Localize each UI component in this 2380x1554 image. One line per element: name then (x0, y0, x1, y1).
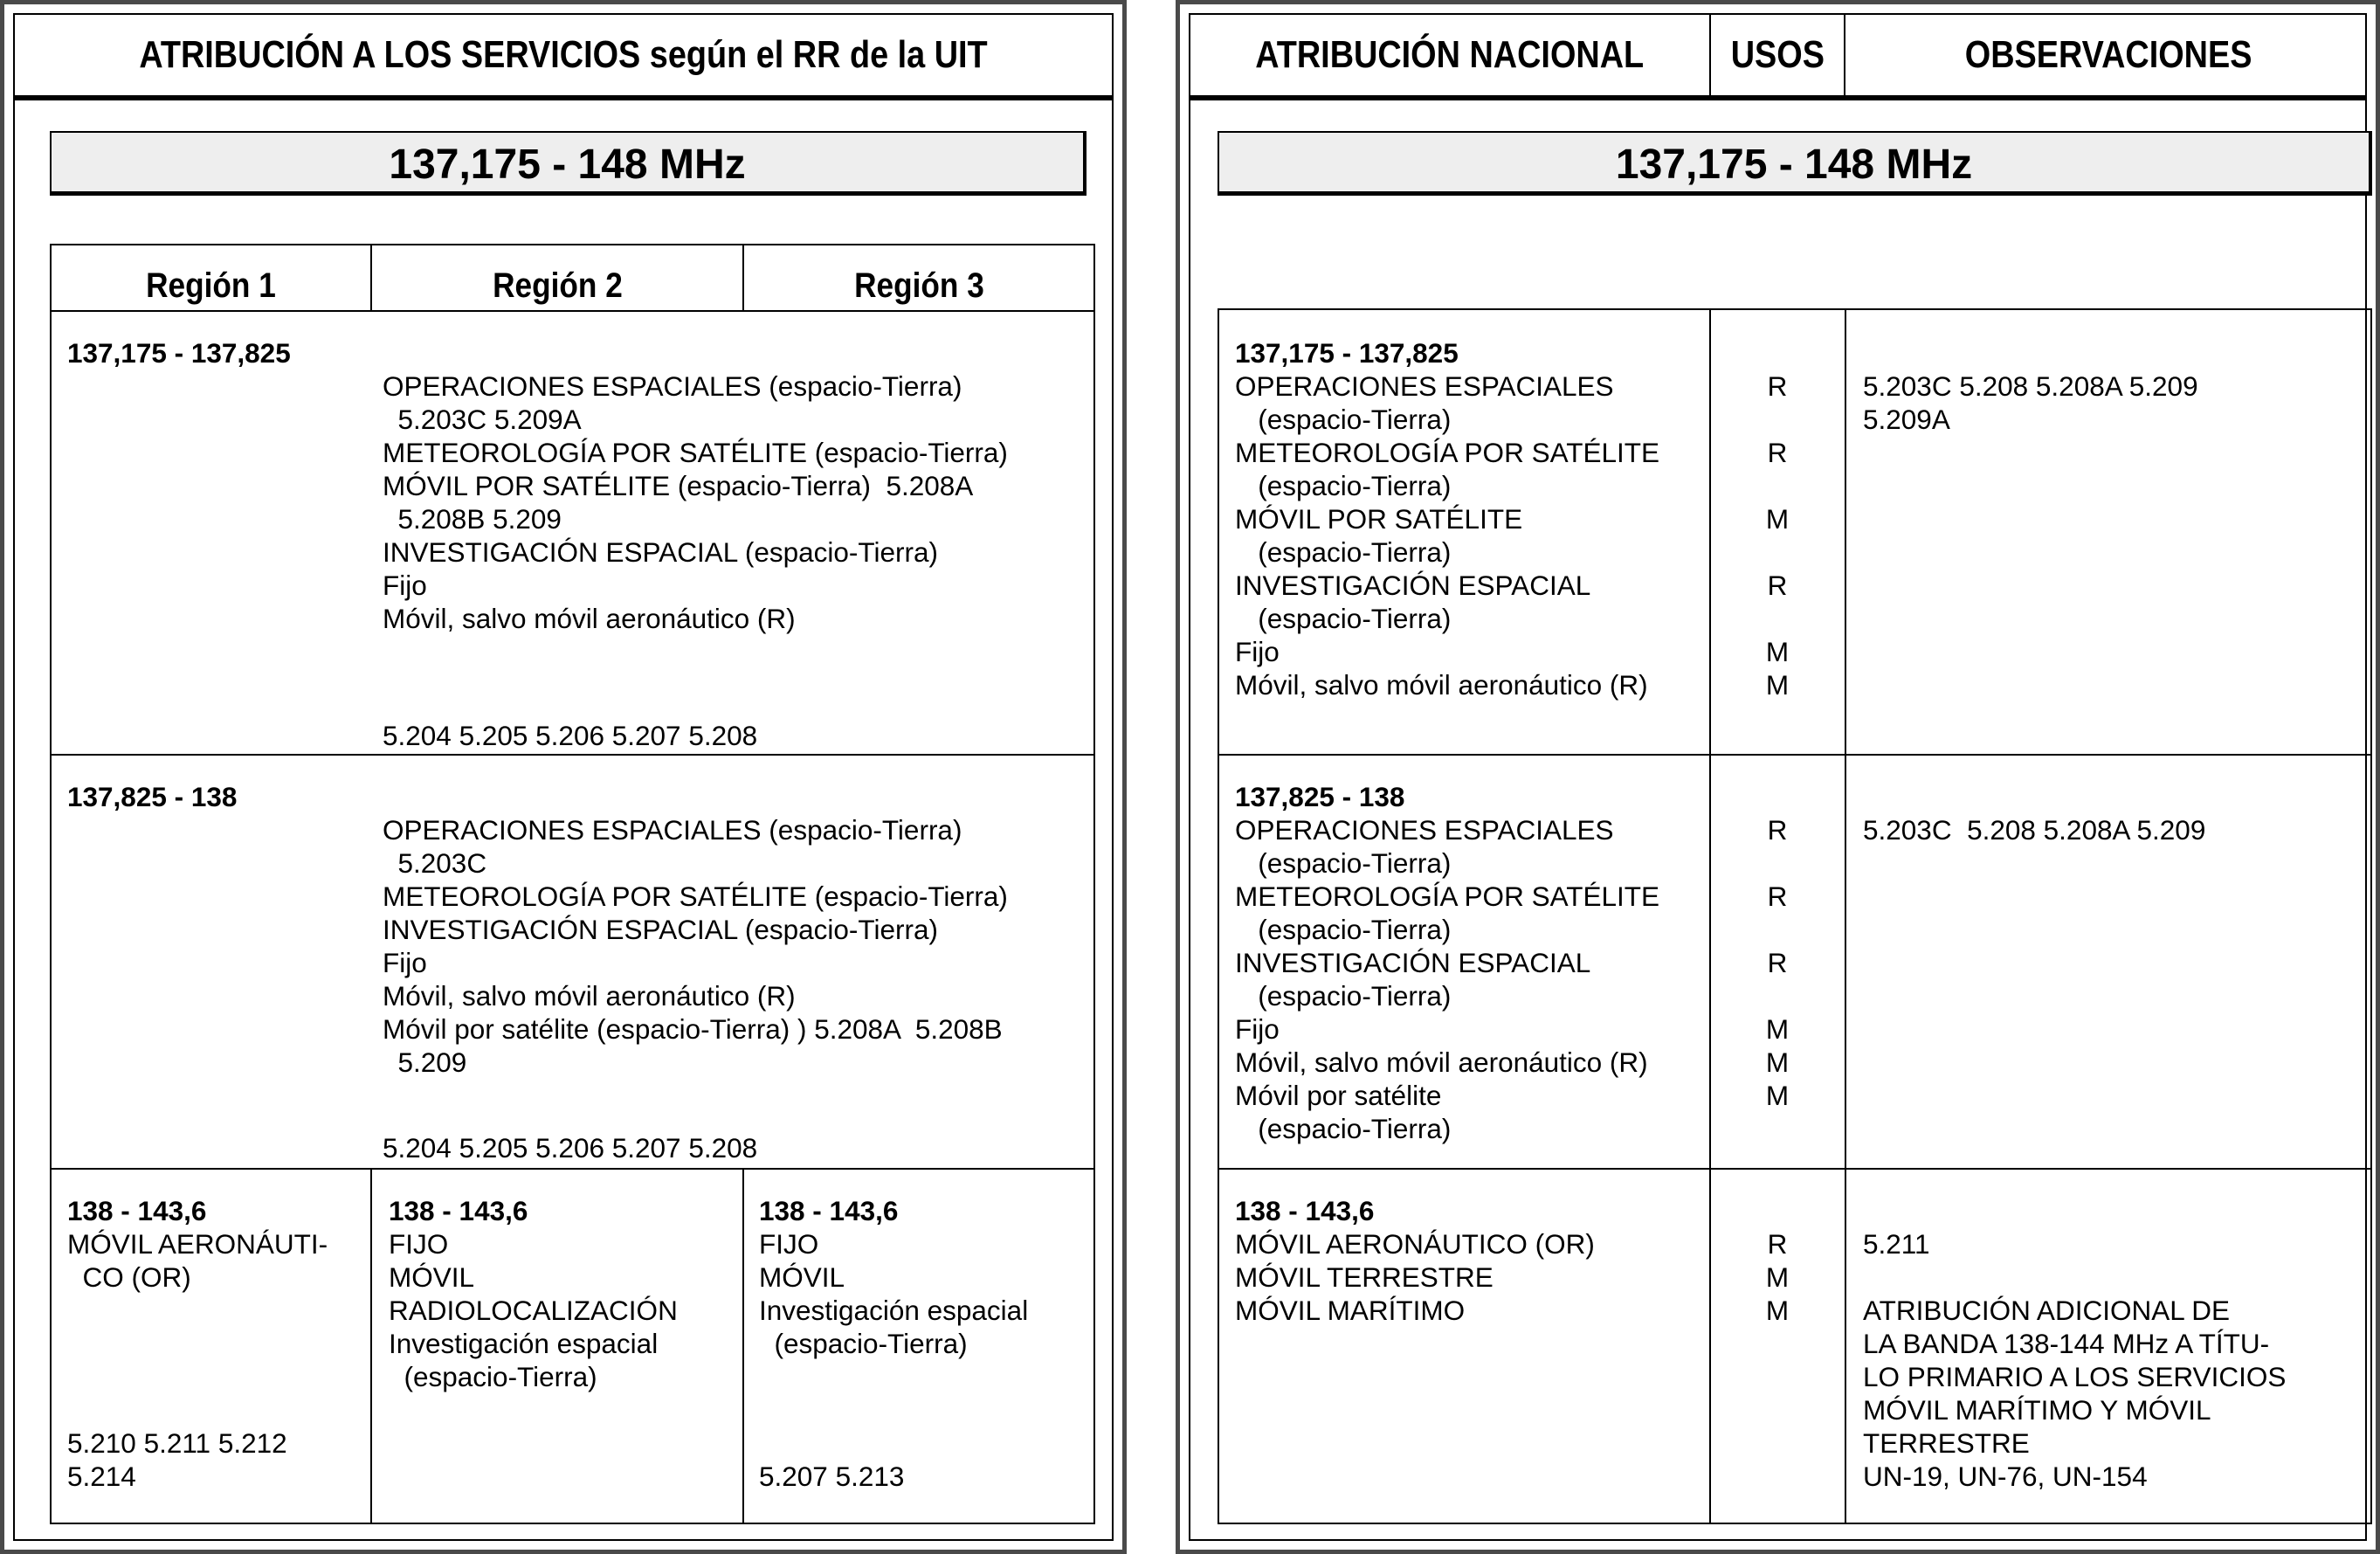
nat-row1-line: METEOROLOGÍA POR SATÉLITE (1235, 437, 1660, 468)
itu-row1-line: 5.208B 5.209 (383, 503, 562, 535)
itu-allocation-panel (0, 0, 1127, 1554)
itu-row1-line: INVESTIGACIÓN ESPACIAL (espacio-Tierra) (383, 536, 938, 568)
itu-row3-r1-line: CO (OR) (67, 1261, 191, 1293)
itu-row1-line: Móvil, salvo móvil aeronáutico (R) (383, 603, 796, 634)
itu-row3-r3-line: FIJO (759, 1228, 819, 1260)
national-header-title: ATRIBUCIÓN NACIONAL (1255, 33, 1645, 76)
nat-row2-line: Móvil por satélite (1235, 1080, 1442, 1111)
nat-row1-line: Fijo (1235, 636, 1280, 667)
itu-row3-r2-line: RADIOLOCALIZACIÓN (389, 1295, 678, 1326)
itu-row3-r3-range: 138 - 143,6 (759, 1195, 899, 1226)
national-allocation-panel (1176, 0, 2380, 1554)
nat-row1-line: (espacio-Tierra) (1235, 470, 1452, 501)
nat-row2-line: (espacio-Tierra) (1235, 980, 1452, 1012)
nat-row3-obs: 5.211 (1863, 1228, 1930, 1260)
nat-row2-uso: R (1767, 947, 1788, 978)
nat-row1-uso: R (1767, 570, 1788, 601)
itu-band-title: 137,175 - 148 MHz (50, 131, 1087, 196)
nat-row1-uso: M (1765, 503, 1790, 535)
nat-row3-line: MÓVIL MARÍTIMO (1235, 1295, 1466, 1326)
nat-row1-uso: M (1765, 669, 1790, 701)
itu-row3-r2-line: (espacio-Tierra) (389, 1361, 597, 1392)
itu-row2-line: OPERACIONES ESPACIALES (espacio-Tierra) (383, 814, 962, 846)
nat-row3-obs: LA BANDA 138-144 MHz A TÍTU- (1863, 1328, 2270, 1359)
itu-row3-r1-footnote: 5.214 (67, 1461, 136, 1492)
nat-row1-line: (espacio-Tierra) (1235, 404, 1452, 435)
itu-row2-line: 5.209 (383, 1046, 467, 1078)
national-allocation-frame (1189, 13, 2367, 1541)
itu-row3-r1-range: 138 - 143,6 (67, 1195, 207, 1226)
nat-row3-uso: R (1767, 1228, 1788, 1260)
nat-row1-obs: 5.203C 5.208 5.208A 5.209 (1863, 370, 2198, 402)
itu-row3-r2-line: FIJO (389, 1228, 449, 1260)
nat-row3-obs: UN-19, UN-76, UN-154 (1863, 1461, 2148, 1492)
itu-row1-line: MÓVIL POR SATÉLITE (espacio-Tierra) 5.208A (383, 470, 974, 501)
nat-row1-line: Móvil, salvo móvil aeronáutico (R) (1235, 669, 1648, 701)
itu-row2-line: INVESTIGACIÓN ESPACIAL (espacio-Tierra) (383, 914, 938, 945)
region-1-header: Región 1 (146, 266, 276, 305)
itu-row2-range: 137,825 - 138 (67, 781, 238, 812)
nat-row3-line: MÓVIL AERONÁUTICO (OR) (1235, 1228, 1595, 1260)
itu-row1-line: OPERACIONES ESPACIALES (espacio-Tierra) (383, 370, 962, 402)
itu-row1-line: 5.203C 5.209A (383, 404, 582, 435)
region-3-header: Región 3 (853, 266, 984, 305)
itu-row2-line: Fijo (383, 947, 427, 978)
itu-row3-r2-line: Investigación espacial (389, 1328, 659, 1359)
itu-header-title: ATRIBUCIÓN A LOS SERVICIOS según el RR de la UIT (139, 33, 988, 76)
nat-row2-line: (espacio-Tierra) (1235, 914, 1452, 945)
nat-row2-range: 137,825 - 138 (1235, 781, 1405, 812)
itu-row3-r1-footnote: 5.210 5.211 5.212 (67, 1427, 287, 1459)
itu-row2-line: 5.203C (383, 847, 487, 879)
national-table (1218, 308, 2372, 1524)
nat-row1-uso: R (1767, 437, 1788, 468)
itu-row3-r3-line: (espacio-Tierra) (759, 1328, 968, 1359)
itu-row2-line: METEOROLOGÍA POR SATÉLITE (espacio-Tierra) (383, 881, 1008, 912)
nat-row2-line: METEOROLOGÍA POR SATÉLITE (1235, 881, 1660, 912)
nat-row2-line: Móvil, salvo móvil aeronáutico (R) (1235, 1046, 1648, 1078)
itu-row3-r3-footnotes: 5.207 5.213 (759, 1461, 905, 1492)
itu-region-table (50, 244, 1095, 1524)
nat-row1-range: 137,175 - 137,825 (1235, 337, 1459, 369)
itu-row1-line: Fijo (383, 570, 427, 601)
nat-row2-uso: M (1765, 1013, 1790, 1045)
nat-row2-line: Fijo (1235, 1013, 1280, 1045)
itu-row2-line: Móvil por satélite (espacio-Tierra) ) 5.208A 5.208B (383, 1013, 1003, 1045)
usos-header: USOS (1730, 33, 1825, 76)
nat-row1-line: MÓVIL POR SATÉLITE (1235, 503, 1523, 535)
nat-row3-obs: TERRESTRE (1863, 1427, 2030, 1459)
itu-row3-r3-line: MÓVIL (759, 1261, 845, 1293)
nat-row2-uso: M (1765, 1080, 1790, 1111)
nat-row3-line: MÓVIL TERRESTRE (1235, 1261, 1494, 1293)
national-band-title: 137,175 - 148 MHz (1218, 131, 2372, 196)
nat-row2-line: INVESTIGACIÓN ESPACIAL (1235, 947, 1591, 978)
nat-row3-uso: M (1765, 1295, 1790, 1326)
nat-row2-line: OPERACIONES ESPACIALES (1235, 814, 1614, 846)
itu-row1-footnotes: 5.204 5.205 5.206 5.207 5.208 (383, 720, 758, 751)
itu-row1-line: METEOROLOGÍA POR SATÉLITE (espacio-Tierra) (383, 437, 1008, 468)
national-header (1190, 15, 2365, 100)
nat-row3-obs: ATRIBUCIÓN ADICIONAL DE (1863, 1295, 2231, 1326)
region-2-header: Región 2 (492, 266, 623, 305)
itu-row2-line: Móvil, salvo móvil aeronáutico (R) (383, 980, 796, 1012)
nat-row2-obs: 5.203C 5.208 5.208A 5.209 (1863, 814, 2206, 846)
itu-row3-r2-line: MÓVIL (389, 1261, 475, 1293)
nat-row3-uso: M (1765, 1261, 1790, 1293)
observaciones-header: OBSERVACIONES (1965, 33, 2252, 76)
nat-row3-range: 138 - 143,6 (1235, 1195, 1375, 1226)
nat-row3-obs: MÓVIL MARÍTIMO Y MÓVIL (1863, 1394, 2211, 1426)
nat-row2-uso: M (1765, 1046, 1790, 1078)
itu-header (15, 15, 1112, 100)
itu-row1-range: 137,175 - 137,825 (67, 337, 291, 369)
itu-row3-r3-line: Investigación espacial (759, 1295, 1029, 1326)
nat-row1-line: INVESTIGACIÓN ESPACIAL (1235, 570, 1591, 601)
itu-row3-r2-range: 138 - 143,6 (389, 1195, 528, 1226)
itu-row3-r1-line: MÓVIL AERONÁUTI- (67, 1228, 328, 1260)
nat-row1-uso: M (1765, 636, 1790, 667)
nat-row2-uso: R (1767, 881, 1788, 912)
itu-row2-footnotes: 5.204 5.205 5.206 5.207 5.208 (383, 1132, 758, 1164)
nat-row3-obs: LO PRIMARIO A LOS SERVICIOS (1863, 1361, 2287, 1392)
nat-row1-uso: R (1767, 370, 1788, 402)
nat-row2-line: (espacio-Tierra) (1235, 1113, 1452, 1144)
itu-allocation-frame (13, 13, 1114, 1541)
nat-row1-obs: 5.209A (1863, 404, 1950, 435)
nat-row1-line: OPERACIONES ESPACIALES (1235, 370, 1614, 402)
nat-row1-line: (espacio-Tierra) (1235, 536, 1452, 568)
nat-row1-line: (espacio-Tierra) (1235, 603, 1452, 634)
nat-row2-uso: R (1767, 814, 1788, 846)
nat-row2-line: (espacio-Tierra) (1235, 847, 1452, 879)
